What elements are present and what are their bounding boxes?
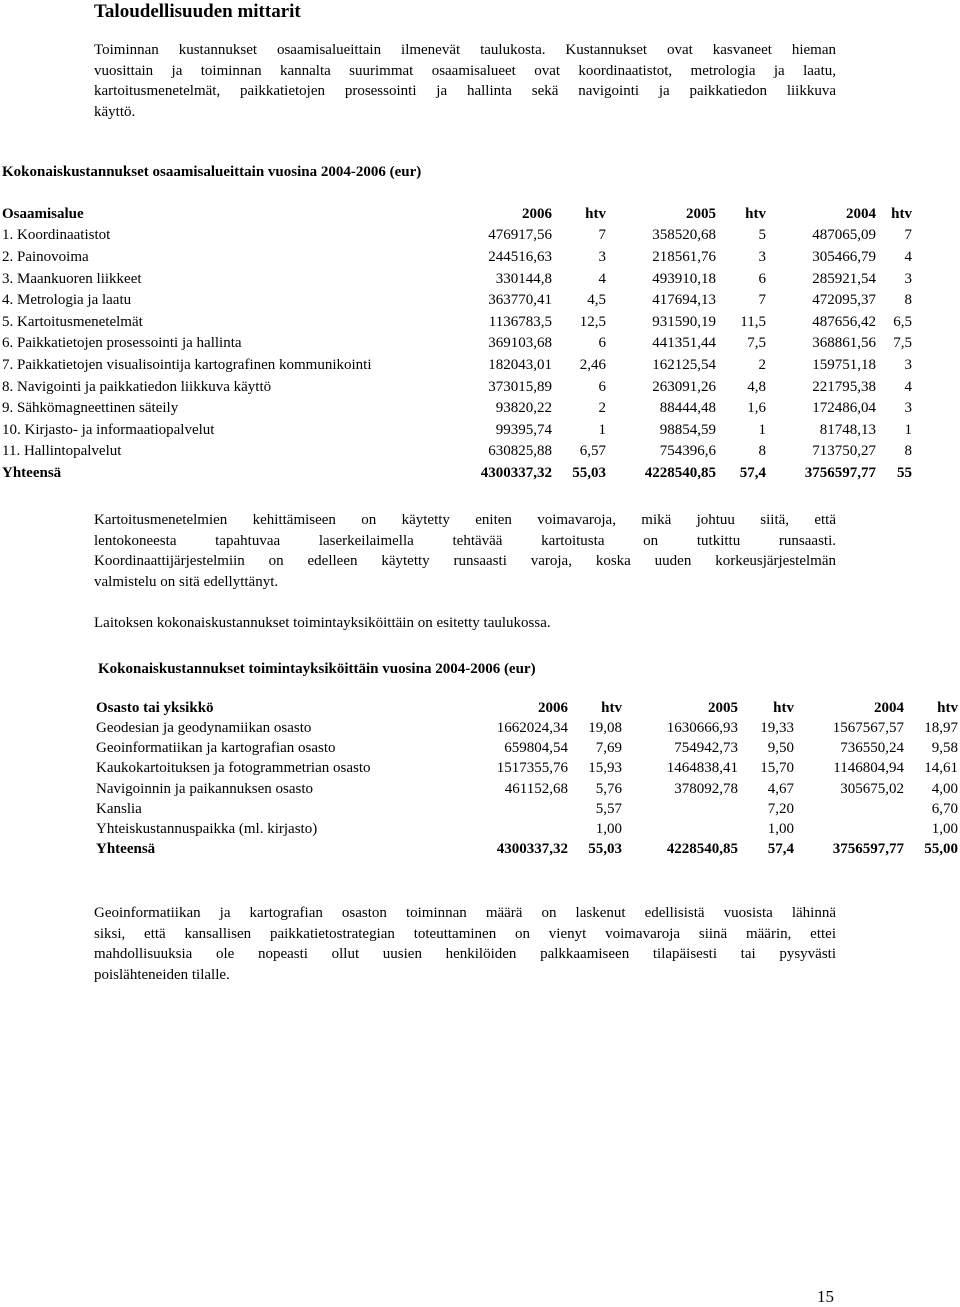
table-row	[96, 819, 958, 839]
cell-value: 14,61	[924, 760, 958, 777]
cell-value: 244516,63	[488, 248, 552, 265]
row-label: Kanslia	[96, 800, 142, 817]
row-label: Yhteensä	[96, 841, 156, 858]
cell-value	[622, 799, 738, 819]
cell-value: 93820,22	[495, 400, 552, 417]
cell-value: 3756597,77	[832, 841, 904, 858]
cell-value: 4228540,85	[644, 464, 716, 481]
cell-value: 4300337,32	[496, 841, 568, 858]
para4-line: Geoinformatiikan ja kartografian osaston toiminnan määrä on laskenut edellisistä vuosista lähinnä	[94, 905, 836, 921]
cell-value: 472095,37	[812, 292, 876, 309]
cell-value: 3	[598, 248, 606, 265]
cell-value: 55,00	[924, 841, 958, 858]
cell-value: 4,67	[767, 780, 794, 797]
cell-value: 8	[758, 443, 766, 460]
cell-value: 285921,54	[812, 270, 876, 287]
cell-value: 81748,13	[819, 421, 876, 438]
cell-value: 378092,78	[674, 780, 738, 797]
cell-value: 1630666,93	[666, 720, 738, 737]
cell-value: 182043,01	[488, 356, 552, 373]
col-header: Osasto tai yksikkö	[96, 700, 214, 716]
table-row	[2, 397, 912, 419]
cell-value: 330144,8	[495, 270, 552, 287]
cell-value: 15,93	[588, 760, 622, 777]
table-header-row	[2, 203, 912, 225]
para2-line: Koordinaattijärjestelmiin on edelleen käytetty runsaasti varoja, koska uuden korkeusjärjestelmän	[94, 553, 836, 569]
cell-value: 1	[598, 421, 606, 438]
cell-value: 368861,56	[812, 335, 876, 352]
table-row	[96, 758, 958, 778]
cell-value: 630825,88	[488, 443, 552, 460]
cell-value: 487065,09	[812, 227, 876, 244]
cell-value: 88444,48	[659, 400, 716, 417]
row-label: 4. Metrologia ja laatu	[2, 292, 132, 309]
cell-value: 4	[904, 248, 912, 265]
row-label: 10. Kirjasto- ja informaatiopalvelut	[2, 421, 215, 438]
col-header: htv	[601, 700, 622, 716]
cell-value: 1517355,76	[496, 760, 568, 777]
row-label: 3. Maankuoren liikkeet	[2, 270, 142, 287]
cell-value: 218561,76	[652, 248, 716, 265]
intro-line: vuosittain ja toiminnan kannalta suurimmat osaamisalueet ovat koordinaatistot, metrologia ja laatu,	[94, 62, 836, 79]
cell-value: 7,5	[893, 335, 912, 352]
cell-value: 55,03	[572, 464, 606, 481]
cell-value: 11,5	[740, 313, 766, 330]
table-row	[96, 779, 958, 799]
cell-value: 754942,73	[674, 740, 738, 757]
intro-line: Toiminnan kustannukset osaamisalueittain ilmenevät taulukosta. Kustannukset ovat kasvaneet hieman	[94, 42, 836, 58]
row-label: Navigoinnin ja paikannuksen osasto	[96, 780, 314, 797]
cell-value: 2,46	[579, 356, 606, 373]
cell-value: 5,76	[595, 780, 622, 797]
table-row	[2, 354, 912, 376]
cell-value: 1146804,94	[833, 760, 904, 777]
intro-line: käyttö.	[94, 103, 136, 120]
cell-value: 1,00	[931, 821, 958, 838]
col-header: 2006	[522, 205, 552, 222]
cell-value: 5	[758, 227, 766, 244]
col-header: 2006	[538, 700, 568, 716]
col-header: htv	[891, 205, 912, 222]
table-row	[2, 333, 912, 355]
row-label: 5. Kartoitusmenetelmät	[2, 313, 143, 330]
para4-line: poislähteneiden tilalle.	[94, 966, 230, 983]
cell-value: 1,6	[747, 400, 766, 417]
table-row	[96, 718, 958, 738]
cell-value: 7,69	[595, 740, 622, 757]
table-row	[96, 799, 958, 819]
intro-paragraph	[94, 40, 836, 122]
cell-value: 6	[758, 270, 766, 287]
cell-value: 305466,79	[812, 248, 876, 265]
cell-value: 305675,02	[840, 780, 904, 797]
cell-value: 55,03	[588, 841, 622, 858]
cell-value: 6,57	[579, 443, 606, 460]
cell-value: 1	[758, 421, 766, 438]
col-header: htv	[773, 700, 794, 716]
row-label: 9. Sähkömagneettinen säteily	[2, 400, 179, 417]
cell-value: 461152,68	[504, 780, 568, 797]
cell-value: 417694,13	[652, 292, 716, 309]
row-label: 1. Koordinaatistot	[2, 227, 111, 244]
paragraph-2	[94, 510, 836, 592]
cell-value: 736550,24	[840, 740, 904, 757]
col-header: 2005	[708, 700, 738, 716]
table-row	[2, 376, 912, 398]
cell-value: 6	[598, 378, 606, 395]
table-osaamisalueet	[2, 203, 912, 484]
cell-value: 4	[904, 378, 912, 395]
row-label: Geoinformatiikan ja kartografian osasto	[96, 740, 336, 757]
paragraph-4	[94, 903, 836, 985]
cell-value: 5,57	[595, 800, 622, 817]
cell-value: 1136783,5	[488, 313, 552, 330]
cell-value: 263091,26	[652, 378, 716, 395]
table-header-row	[96, 698, 958, 718]
cell-value: 3	[904, 270, 912, 287]
cell-value: 9,58	[931, 740, 958, 757]
cell-value: 1,00	[767, 821, 794, 838]
total-row	[2, 462, 912, 484]
cell-value: 7,5	[747, 335, 766, 352]
cell-value	[456, 819, 568, 839]
cell-value: 4228540,85	[666, 841, 738, 858]
cell-value: 1	[904, 421, 912, 438]
cell-value: 476917,56	[488, 227, 552, 244]
row-label: 11. Hallintopalvelut	[2, 443, 122, 460]
cell-value: 162125,54	[652, 356, 716, 373]
cell-value	[794, 799, 904, 819]
cell-value	[456, 799, 568, 819]
table-row	[2, 419, 912, 441]
cell-value: 19,08	[588, 720, 622, 737]
col-header: htv	[937, 700, 958, 716]
cell-value: 6	[598, 335, 606, 352]
para4-line: siksi, että kansallisen paikkatietostrategian toteuttaminen on vienyt voimavaroja siinä määrin, ettei	[94, 925, 836, 942]
cell-value: 9,50	[767, 740, 794, 757]
row-label: 2. Painovoima	[2, 248, 89, 265]
cell-value: 7	[598, 227, 606, 244]
col-header: Osaamisalue	[2, 205, 84, 222]
col-header: 2004	[874, 700, 904, 716]
cell-value: 7,20	[767, 800, 794, 817]
col-header: 2004	[846, 205, 876, 222]
para2-line: Kartoitusmenetelmien kehittämiseen on käytetty eniten voimavaroja, mikä johtuu siitä, että	[94, 512, 836, 528]
cell-value: 19,33	[760, 720, 794, 737]
cell-value: 4	[598, 270, 606, 287]
col-header: 2005	[686, 205, 716, 222]
page-heading: Taloudellisuuden mittarit	[94, 1, 301, 22]
cell-value: 57,4	[767, 841, 794, 858]
cell-value: 4,00	[931, 780, 958, 797]
row-label: Yhteiskustannuspaikka (ml. kirjasto)	[96, 821, 318, 838]
cell-value: 931590,19	[652, 313, 716, 330]
cell-value: 1,00	[595, 821, 622, 838]
table-row	[2, 441, 912, 463]
cell-value: 221795,38	[812, 378, 876, 395]
cell-value: 363770,41	[488, 292, 552, 309]
cell-value: 159751,18	[812, 356, 876, 373]
row-label: 7. Paikkatietojen visualisointija kartografinen kommunikointi	[2, 356, 372, 373]
cell-value: 8	[904, 443, 912, 460]
para2-line: lentokoneesta tapahtuvaa laserkeilaimella tehtävää kartoitusta on tutkittu runsaasti.	[94, 532, 836, 549]
cell-value: 373015,89	[488, 378, 552, 395]
cell-value: 1662024,34	[496, 720, 568, 737]
cell-value	[794, 819, 904, 839]
row-label: Kaukokartoituksen ja fotogrammetrian osasto	[96, 760, 371, 777]
cell-value: 1464838,41	[666, 760, 738, 777]
cell-value: 12,5	[579, 313, 606, 330]
col-header: htv	[745, 205, 766, 222]
table-row	[2, 225, 912, 247]
cell-value: 493910,18	[652, 270, 716, 287]
cell-value: 7	[758, 292, 766, 309]
cell-value: 487656,42	[812, 313, 876, 330]
cell-value: 4300337,32	[480, 464, 552, 481]
col-header: htv	[585, 205, 606, 222]
cell-value: 4,8	[747, 378, 766, 395]
cell-value: 7	[904, 227, 912, 244]
cell-value: 98854,59	[659, 421, 716, 438]
cell-value: 99395,74	[495, 421, 552, 438]
row-label: Geodesian ja geodynamiikan osasto	[96, 720, 312, 737]
cell-value: 57,4	[739, 464, 766, 481]
table1-title: Kokonaiskustannukset osaamisalueittain vuosina 2004-2006 (eur)	[2, 164, 422, 180]
cell-value: 6,5	[893, 313, 912, 330]
para2-line: valmistelu on sitä edellyttänyt.	[94, 573, 279, 590]
cell-value: 659804,54	[504, 740, 568, 757]
table-row	[2, 268, 912, 290]
cell-value: 713750,27	[812, 443, 876, 460]
cell-value: 441351,44	[652, 335, 716, 352]
cell-value: 3	[758, 248, 766, 265]
cell-value: 358520,68	[652, 227, 716, 244]
cell-value: 2	[598, 400, 606, 417]
table-row	[2, 246, 912, 268]
cell-value: 754396,6	[659, 443, 716, 460]
cell-value: 1567567,57	[832, 720, 904, 737]
paragraph-3: Laitoksen kokonaiskustannukset toimintayksiköittäin on esitetty taulukossa.	[94, 615, 551, 631]
cell-value: 55	[897, 464, 912, 481]
table-row	[2, 289, 912, 311]
cell-value: 6,70	[931, 800, 958, 817]
table-row	[2, 311, 912, 333]
total-row	[96, 839, 958, 859]
cell-value: 3	[904, 400, 912, 417]
cell-value: 18,97	[924, 720, 958, 737]
row-label: 8. Navigointi ja paikkatiedon liikkuva käyttö	[2, 378, 272, 395]
cell-value: 8	[904, 292, 912, 309]
intro-line: kartoitusmenetelmät, paikkatietojen prosessointi ja hallinta sekä navigointi ja paikkatiedon liikkuva	[94, 83, 836, 99]
page-number: 15	[817, 1287, 834, 1306]
table-toimintayksikot	[96, 698, 958, 859]
table-row	[96, 738, 958, 758]
cell-value: 3	[904, 356, 912, 373]
row-label: 6. Paikkatietojen prosessointi ja hallinta	[2, 335, 242, 352]
cell-value: 369103,68	[488, 335, 552, 352]
cell-value: 15,70	[760, 760, 794, 777]
cell-value: 2	[758, 356, 766, 373]
cell-value: 172486,04	[812, 400, 876, 417]
para4-line: mahdollisuuksia ole nopeasti ollut uusien henkilöiden palkkaamiseen tilapäisesti tai pysyvästi	[94, 946, 836, 962]
cell-value: 4,5	[587, 292, 606, 309]
cell-value: 3756597,77	[804, 464, 876, 481]
table2-title: Kokonaiskustannukset toimintayksiköittäin vuosina 2004-2006 (eur)	[98, 661, 536, 677]
row-label: Yhteensä	[2, 464, 62, 481]
cell-value	[622, 819, 738, 839]
